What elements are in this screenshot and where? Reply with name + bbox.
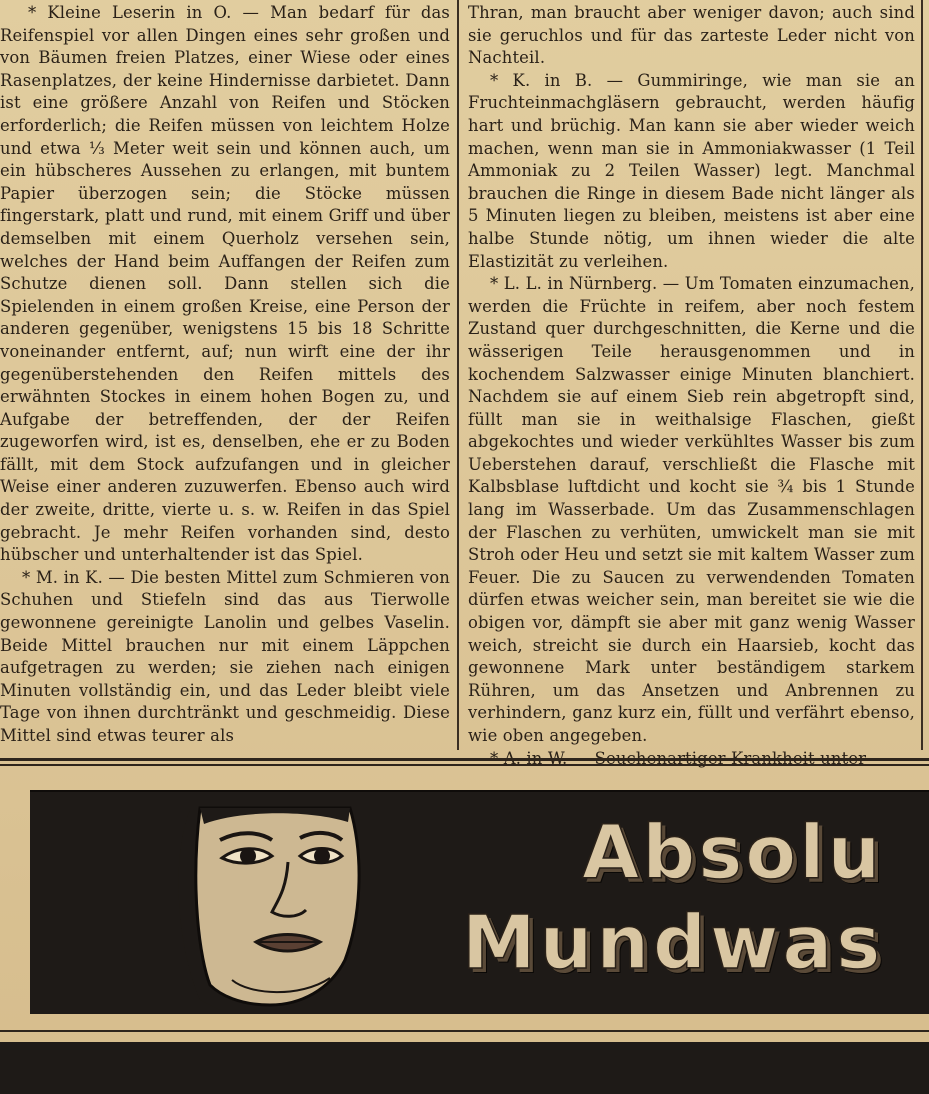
- left-text-column: [0, 2, 450, 748]
- reader-answer-gummiringe: * K. in B. — Gummiringe, wie man sie an Fruchteinmachgläsern gebraucht, werden häufig hart und brüchig. Man kann sie aber wieder weich machen, wenn man sie in Ammoniakwasser (1 Teil Ammoniak zu 2 Teilen Wasser) legt. Manchmal brauchen die Ringe in diesem Bade nicht länger als 5 Minuten liegen zu bleiben, meistens ist aber eine halbe Stunde nötig, um ihnen wieder die alte Elastizität zu verleihen.: [468, 70, 915, 271]
- column-divider: [457, 0, 459, 750]
- mouthwash-advertisement: [30, 790, 929, 1014]
- ad-product-name: Mundwas: [462, 900, 885, 986]
- woman-face-illustration: [160, 800, 370, 1010]
- right-edge-rule: [921, 0, 923, 750]
- ad-headline: Absolu: [582, 810, 884, 896]
- next-advertisement-block: [0, 1042, 929, 1094]
- reader-answer-reifenspiel: * Kleine Leserin in O. — Man bedarf für das Reifenspiel vor allen Dingen eines sehr großen und von Bäumen freien Platzes, einer Wiese oder eines Rasenplatzes, der keine Hindernisse darbietet. Dann ist eine größere Anzahl von Reifen und Stöcken erforderlich; die Reifen müssen von leichtem Holze und etwa ⅓ Meter weit sein und können auch, um ein hübscheres Aussehen zu erlangen, mit buntem Papier überzogen sein; die Stöcke müssen fingerstark, platt und rund, mit einem Griff und über demselben mit einem Querholz versehen sein, welches der Hand beim Auffangen der Reifen zum Schutze dienen soll. Dann stellen sich die Spielenden in einem großen Kreise, eine Person der anderen gegenüber, wenigstens 15 bis 18 Schritte voneinander entfernt, auf; nun wirft eine der ihr gegenüberstehenden den Reifen mittels des erwähnten Stockes in einem hohen Bogen zu, und Aufgabe der betreffenden, der der Reifen zugeworfen wird, ist es, denselben, ehe er zu Boden fällt, mit dem Stock aufzufangen und in gleicher Weise einer anderen zuzuwerfen. Ebenso auch wird der zweite, dritte, vierte u. s. w. Reifen in das Spiel gebracht. Je mehr Reifen vorhanden sind, desto hübscher und unterhaltender ist das Spiel.: [0, 3, 450, 565]
- horizontal-rule-lower: [0, 1030, 929, 1032]
- horizontal-rule: [0, 758, 929, 761]
- continued-text: Thran, man braucht aber weniger davon; auch sind sie geruchlos und für das zarteste Leder nicht von Nachteil.: [468, 3, 915, 68]
- reader-answer-schuhe: * M. in K. — Die besten Mittel zum Schmieren von Schuhen und Stiefeln sind das aus Tierwolle gewonnene gereinigte Lanolin und gelbes Vaselin. Beide Mittel brauchen nur mit einem Läppchen aufgetragen zu werden; sie ziehen nach einigen Minuten vollständig ein, und das Leder bleibt viele Tage von ihnen durchtränkt und geschmeidig. Diese Mittel sind etwas teurer als: [0, 567, 450, 745]
- horizontal-rule-thin: [0, 764, 929, 766]
- reader-answer-tomaten: * L. L. in Nürnberg. — Um Tomaten einzumachen, werden die Früchte in reifem, aber noch festem Zustand quer durchgeschnitten, die Kerne und die wässerigen Teile herausgenommen und in kochendem Salzwasser einige Minuten blanchiert. Nachdem sie auf einem Sieb rein abgetropft sind, füllt man sie in weithalsige Flaschen, gießt abgekochtes und wieder verkühltes Wasser bis zum Ueberstehen darauf, verschließt die Flasche mit Kalbsblase luftdicht und kocht sie ¾ bis 1 Stunde lang im Wasserbade. Um das Zusammenschlagen der Flaschen zu verhüten, umwickelt man sie mit Stroh oder Heu und setzt sie mit kaltem Wasser zum Feuer. Die zu Saucen zu verwendenden Tomaten dürfen etwas weicher sein, man bereitet sie wie die obigen vor, dämpft sie aber mit ganz wenig Wasser weich, streicht sie durch ein Haarsieb, kocht das gewonnene Mark unter beständigem starkem Rühren, um das Ansetzen und Anbrennen zu verhindern, ganz kurz ein, füllt und verfährt ebenso, wie oben angegeben.: [468, 274, 915, 745]
- right-text-column: [468, 2, 915, 770]
